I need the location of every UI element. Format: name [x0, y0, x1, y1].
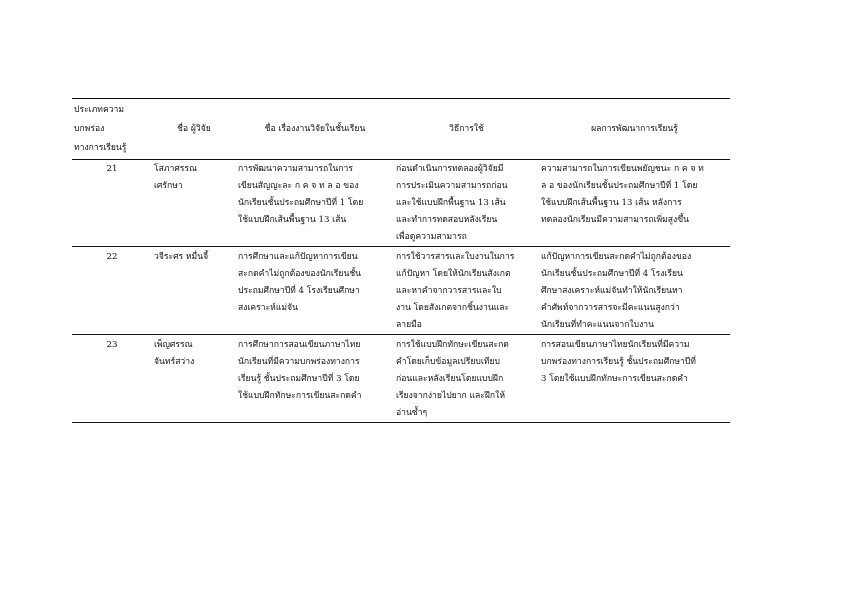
- header-learning-disability-type: [72, 99, 152, 160]
- method-line: งาน โดยสังเกตจากชิ้นงานและ: [396, 303, 510, 313]
- method-line: และทำการทดสอบหลังเรียน: [396, 215, 498, 225]
- topic-line: นักเรียนที่มีความบกพร่องทางการ: [238, 357, 360, 367]
- row-number: 21: [106, 164, 118, 174]
- result-line: ใช้แบบฝึกเส้นพื้นฐาน 13 เส้น หลังการ: [541, 198, 682, 208]
- topic-line: การศึกษาและแก้ปัญหาการเขียน: [238, 252, 358, 262]
- topic-line: การพัฒนาความสามารถในการ: [238, 164, 353, 174]
- result-line: ศึกษาสงเคราะห์แม่จันทำให้นักเรียนหา: [541, 286, 683, 296]
- researcher-line: เศรักษา: [154, 181, 183, 191]
- header-method: วิธีการใช้: [449, 123, 484, 134]
- method-line: ก่อนและหลังเรียนโดยแบบฝึก: [396, 374, 504, 384]
- result-line: แก้ปัญหาการเขียนสะกดคำไม่ถูกต้องของ: [541, 252, 692, 262]
- method-line: คำโดยเก็บข้อมูลเปรียบเทียบ: [396, 357, 500, 367]
- result-line: ความสามารถในการเขียนพยัญชนะ ก ค จ ท: [541, 164, 704, 174]
- method-cell: [394, 160, 539, 247]
- method-line: และหาคำจากวารสารและใบ: [396, 286, 502, 296]
- method-line: การประเมินความสามารถก่อน: [396, 181, 508, 191]
- header-type-line: ประเภทความ: [74, 104, 125, 115]
- row-number: 23: [106, 340, 118, 350]
- researcher-line: โสภาศรรณ: [154, 164, 198, 174]
- method-line: อ่านซ้ำๆ: [396, 408, 428, 418]
- result-line: บกพร่องทางการเรียนรู้ ชั้นประถมศึกษาปีที่: [541, 357, 696, 367]
- method-line: ลายมือ: [396, 320, 422, 330]
- topic-line: ใช้แบบฝึกทักษะการเขียนสะกดคำ: [238, 391, 362, 401]
- table-row: [72, 247, 730, 335]
- method-line: ก่อนดำเนินการทดลองผู้วิจัยมี: [396, 164, 504, 174]
- result-line: คำศัพท์จากวารสารจะมีคะแนนสูงกว่า: [541, 303, 680, 313]
- table-header: [72, 99, 730, 160]
- topic-cell: [236, 247, 394, 335]
- header-type-line: ทางการเรียนรู้: [74, 142, 127, 153]
- method-line: เพื่อดูความสามารถ: [396, 232, 467, 242]
- result-line: การสอนเขียนภาษาไทยนักเรียนที่มีความ: [541, 340, 690, 350]
- topic-line: สงเคราะห์แม่จัน: [238, 303, 298, 313]
- topic-cell: [236, 335, 394, 423]
- table-row: [72, 160, 730, 247]
- result-cell: [539, 160, 730, 247]
- method-line: และใช้แบบฝึกพื้นฐาน 13 เส้น: [396, 198, 506, 208]
- researcher-cell: [152, 247, 236, 335]
- table-row: [72, 335, 730, 423]
- topic-line: เรียนรู้ ชั้นประถมศึกษาปีที่ 3 โดย: [238, 374, 360, 384]
- header-researcher: ชื่อ ผู้วิจัย: [177, 123, 211, 134]
- topic-line: ประถมศึกษาปีที่ 4 โรงเรียนศึกษา: [238, 286, 360, 296]
- method-line: แก้ปัญหา โดยให้นักเรียนสังเกต: [396, 269, 511, 279]
- topic-line: ใช้แบบฝึกเส้นพื้นฐาน 13 เส้น: [238, 215, 347, 225]
- result-cell: [539, 335, 730, 423]
- researcher-line: เพ็ญศรรณ: [154, 340, 193, 350]
- result-line: 3 โดยใช้แบบฝึกทักษะการเขียนสะกดคำ: [541, 374, 688, 384]
- topic-line: การศึกษาการสอนเขียนภาษาไทย: [238, 340, 361, 350]
- topic-line: สะกดคำไม่ถูกต้องของนักเรียนชั้น: [238, 269, 362, 279]
- header-row: [72, 99, 730, 160]
- result-line: นักเรียนชั้นประถมศึกษาปีที่ 4 โรงเรียน: [541, 269, 683, 279]
- result-line: ล อ ของนักเรียนชั้นประถมศึกษาปีที่ 1 โดย: [541, 181, 698, 191]
- researcher-cell: [152, 160, 236, 247]
- method-line: การใช้วารสารและใบงานในการ: [396, 252, 515, 262]
- researcher-line: จันทร์สว่าง: [154, 357, 195, 367]
- table-body: [72, 160, 730, 423]
- topic-line: เขียนสัญญะละ ก ค จ ท ล อ ของ: [238, 181, 359, 191]
- result-line: ทดลองนักเรียนมีความสามารถเพิ่มสูงขึ้น: [541, 215, 689, 225]
- researcher-line: วจีระศร หมื่นจี้: [154, 252, 209, 262]
- row-number: 22: [106, 252, 118, 262]
- method-cell: [394, 335, 539, 423]
- method-line: การใช้แบบฝึกทักษะเขียนสะกด: [396, 340, 509, 350]
- header-type-line: บกพร่อง: [74, 123, 105, 134]
- topic-line: นักเรียนชั้นประถมศึกษาปีที่ 1 โดย: [238, 198, 364, 208]
- researcher-cell: [152, 335, 236, 423]
- method-cell: [394, 247, 539, 335]
- method-line: เรียงจากง่ายไปยาก และฝึกให้: [396, 391, 505, 401]
- result-line: นักเรียนที่ทำคะแนนจากใบงาน: [541, 320, 654, 330]
- header-learning-result: ผลการพัฒนาการเรียนรู้: [591, 123, 678, 134]
- topic-cell: [236, 160, 394, 247]
- result-cell: [539, 247, 730, 335]
- research-summary-table: [72, 98, 730, 423]
- header-research-topic: ชื่อ เรื่องงานวิจัยในชั้นเรียน: [264, 123, 366, 134]
